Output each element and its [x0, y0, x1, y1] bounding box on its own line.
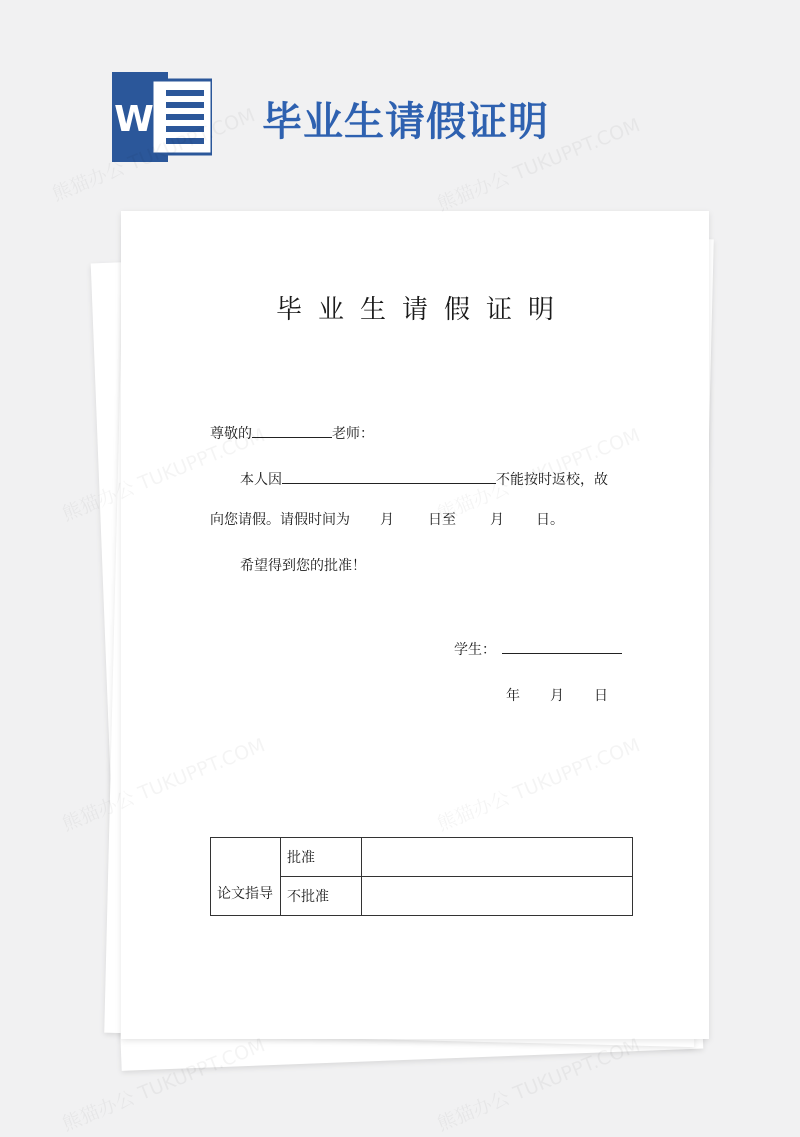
student-label: 学生： [454, 642, 496, 658]
document-title: 毕业生请假证明 [275, 295, 570, 325]
approval-table [210, 837, 633, 916]
salutation-line [210, 423, 374, 443]
leave-start-day: 日至 [428, 512, 456, 528]
date-year: 年 [506, 688, 520, 704]
salutation-suffix: 老师： [332, 426, 374, 442]
date-day: 日 [594, 688, 608, 704]
approval-row-header: 论文指导 [211, 838, 281, 916]
body-suffix: 不能按时返校，故 [496, 472, 608, 488]
date-month: 月 [550, 688, 564, 704]
document-page [121, 211, 709, 1039]
leave-start-month: 月 [380, 512, 394, 528]
body-prefix: 本人因 [240, 472, 282, 488]
signature-date-line [506, 685, 608, 705]
salutation-prefix: 尊敬的 [210, 426, 252, 442]
reason-blank[interactable] [282, 469, 496, 484]
leave-end-day: 日。 [536, 512, 564, 528]
header [0, 0, 800, 200]
body-line-2 [210, 509, 564, 529]
leave-end-month: 月 [490, 512, 504, 528]
student-signature-line [454, 639, 622, 659]
closing-line: 希望得到您的批准！ [240, 558, 366, 574]
header-title: 毕业生请假证明 [262, 99, 549, 145]
reject-cell[interactable] [362, 877, 633, 916]
word-icon [112, 72, 212, 162]
approve-option[interactable]: 批准 [281, 838, 362, 877]
student-signature-blank[interactable] [502, 639, 622, 654]
reject-option[interactable]: 不批准 [281, 877, 362, 916]
body-line-1 [240, 469, 608, 489]
approve-cell[interactable] [362, 838, 633, 877]
teacher-name-blank[interactable] [252, 423, 332, 438]
word-logo-letter: W [114, 99, 154, 140]
table-row [211, 838, 633, 877]
body-line2-prefix: 向您请假。请假时间为 [210, 512, 350, 528]
